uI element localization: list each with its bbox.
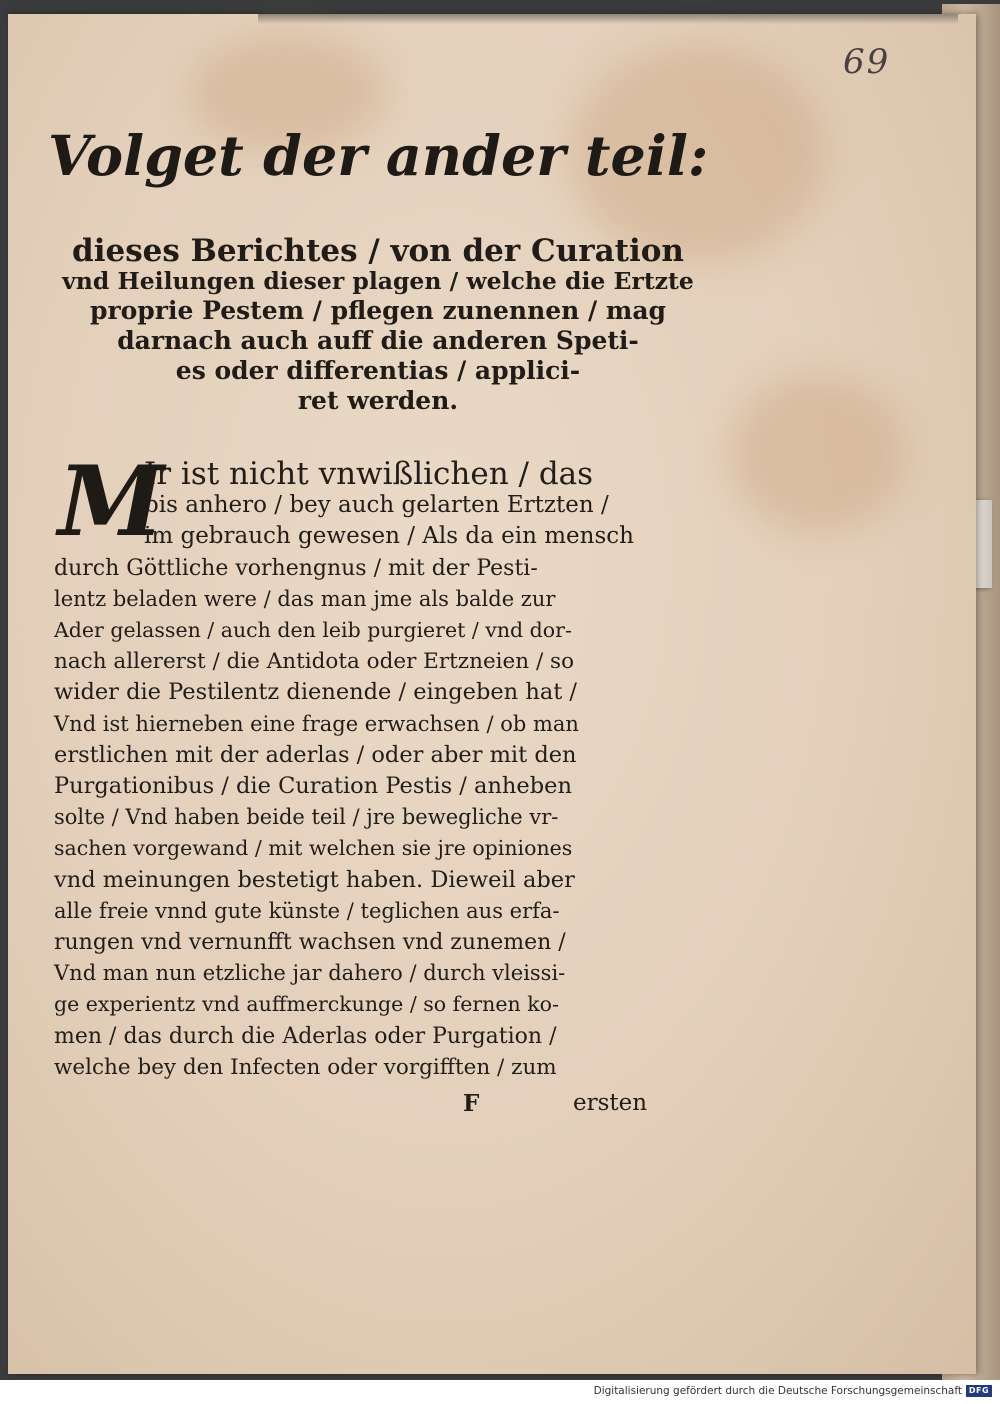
text-line: sachen vorgewand / mit welchen sie jre opiniones xyxy=(54,836,573,861)
page-heading: Volget der ander teil: xyxy=(48,124,709,189)
book-page xyxy=(8,14,976,1374)
text-line: ge experientz vnd auffmerckunge / so fernen ko- xyxy=(54,992,559,1017)
text-line: bis anhero / bey auch gelarten Ertzten / xyxy=(144,492,609,519)
subtitle-line: proprie Pestem / pflegen zunennen / mag xyxy=(89,296,667,325)
subtitle-line: vnd Heilungen dieser plagen / welche die Ertzte xyxy=(62,267,694,295)
text-line: Vnd ist hierneben eine frage erwachsen / ob man xyxy=(54,711,579,736)
text-line: Ader gelassen / auch den leib purgieret / vnd dor- xyxy=(54,618,572,643)
text-line: wider die Pestilentz dienende / eingeben hat / xyxy=(54,679,578,706)
text-line: durch Göttliche vorhengnus / mit der Pesti- xyxy=(54,555,538,581)
catchword: ersten xyxy=(573,1090,648,1116)
signature-mark: F xyxy=(463,1090,480,1117)
subtitle-line: dieses Berichtes / von der Curation xyxy=(72,233,684,269)
text-line: im gebrauch gewesen / Als da ein mensch xyxy=(144,523,634,550)
heading-subtitle xyxy=(58,233,698,416)
text-line: rungen vnd vernunfft wachsen vnd zunemen / xyxy=(54,930,566,956)
footer-credit: Digitalisierung gefördert durch die Deutsche Forschungsgemeinschaft xyxy=(593,1385,962,1397)
drop-cap: M xyxy=(58,445,165,558)
text-line: erstlichen mit der aderlas / oder aber mit den xyxy=(54,741,577,768)
text-line: Vnd man nun etzliche jar dahero / durch vleissi- xyxy=(54,961,566,986)
subtitle-line: es oder differentias / applici- xyxy=(175,356,581,385)
text-line: Purgationibus / die Curation Pestis / anheben xyxy=(54,773,572,800)
text-line: Ir ist nicht vnwißlichen / das xyxy=(144,456,594,492)
footer xyxy=(0,1380,1000,1404)
dfg-logo: DFG xyxy=(966,1385,992,1397)
text-line: vnd meinungen bestetigt haben. Dieweil aber xyxy=(54,866,575,893)
text-line: nach allererst / die Antidota oder Ertzneien / so xyxy=(54,649,575,675)
text-line: solte / Vnd haben beide teil / jre bewegliche vr- xyxy=(54,805,559,830)
subtitle-line: darnach auch auff die anderen Speti- xyxy=(117,326,639,355)
subtitle-line: ret werden. xyxy=(297,386,459,415)
paper-stain xyxy=(728,374,908,534)
text-line: lentz beladen were / das man jme als balde zur xyxy=(54,586,556,611)
page-number: 69 xyxy=(843,42,891,82)
page-top-shadow xyxy=(258,14,958,24)
text-line: men / das durch die Aderlas oder Purgation / xyxy=(54,1023,557,1049)
text-line: welche bey den Infecten oder vorgifften / zum xyxy=(54,1054,557,1080)
body-text xyxy=(54,445,674,1083)
text-line: alle freie vnnd gute künste / teglichen aus erfa- xyxy=(54,898,560,923)
